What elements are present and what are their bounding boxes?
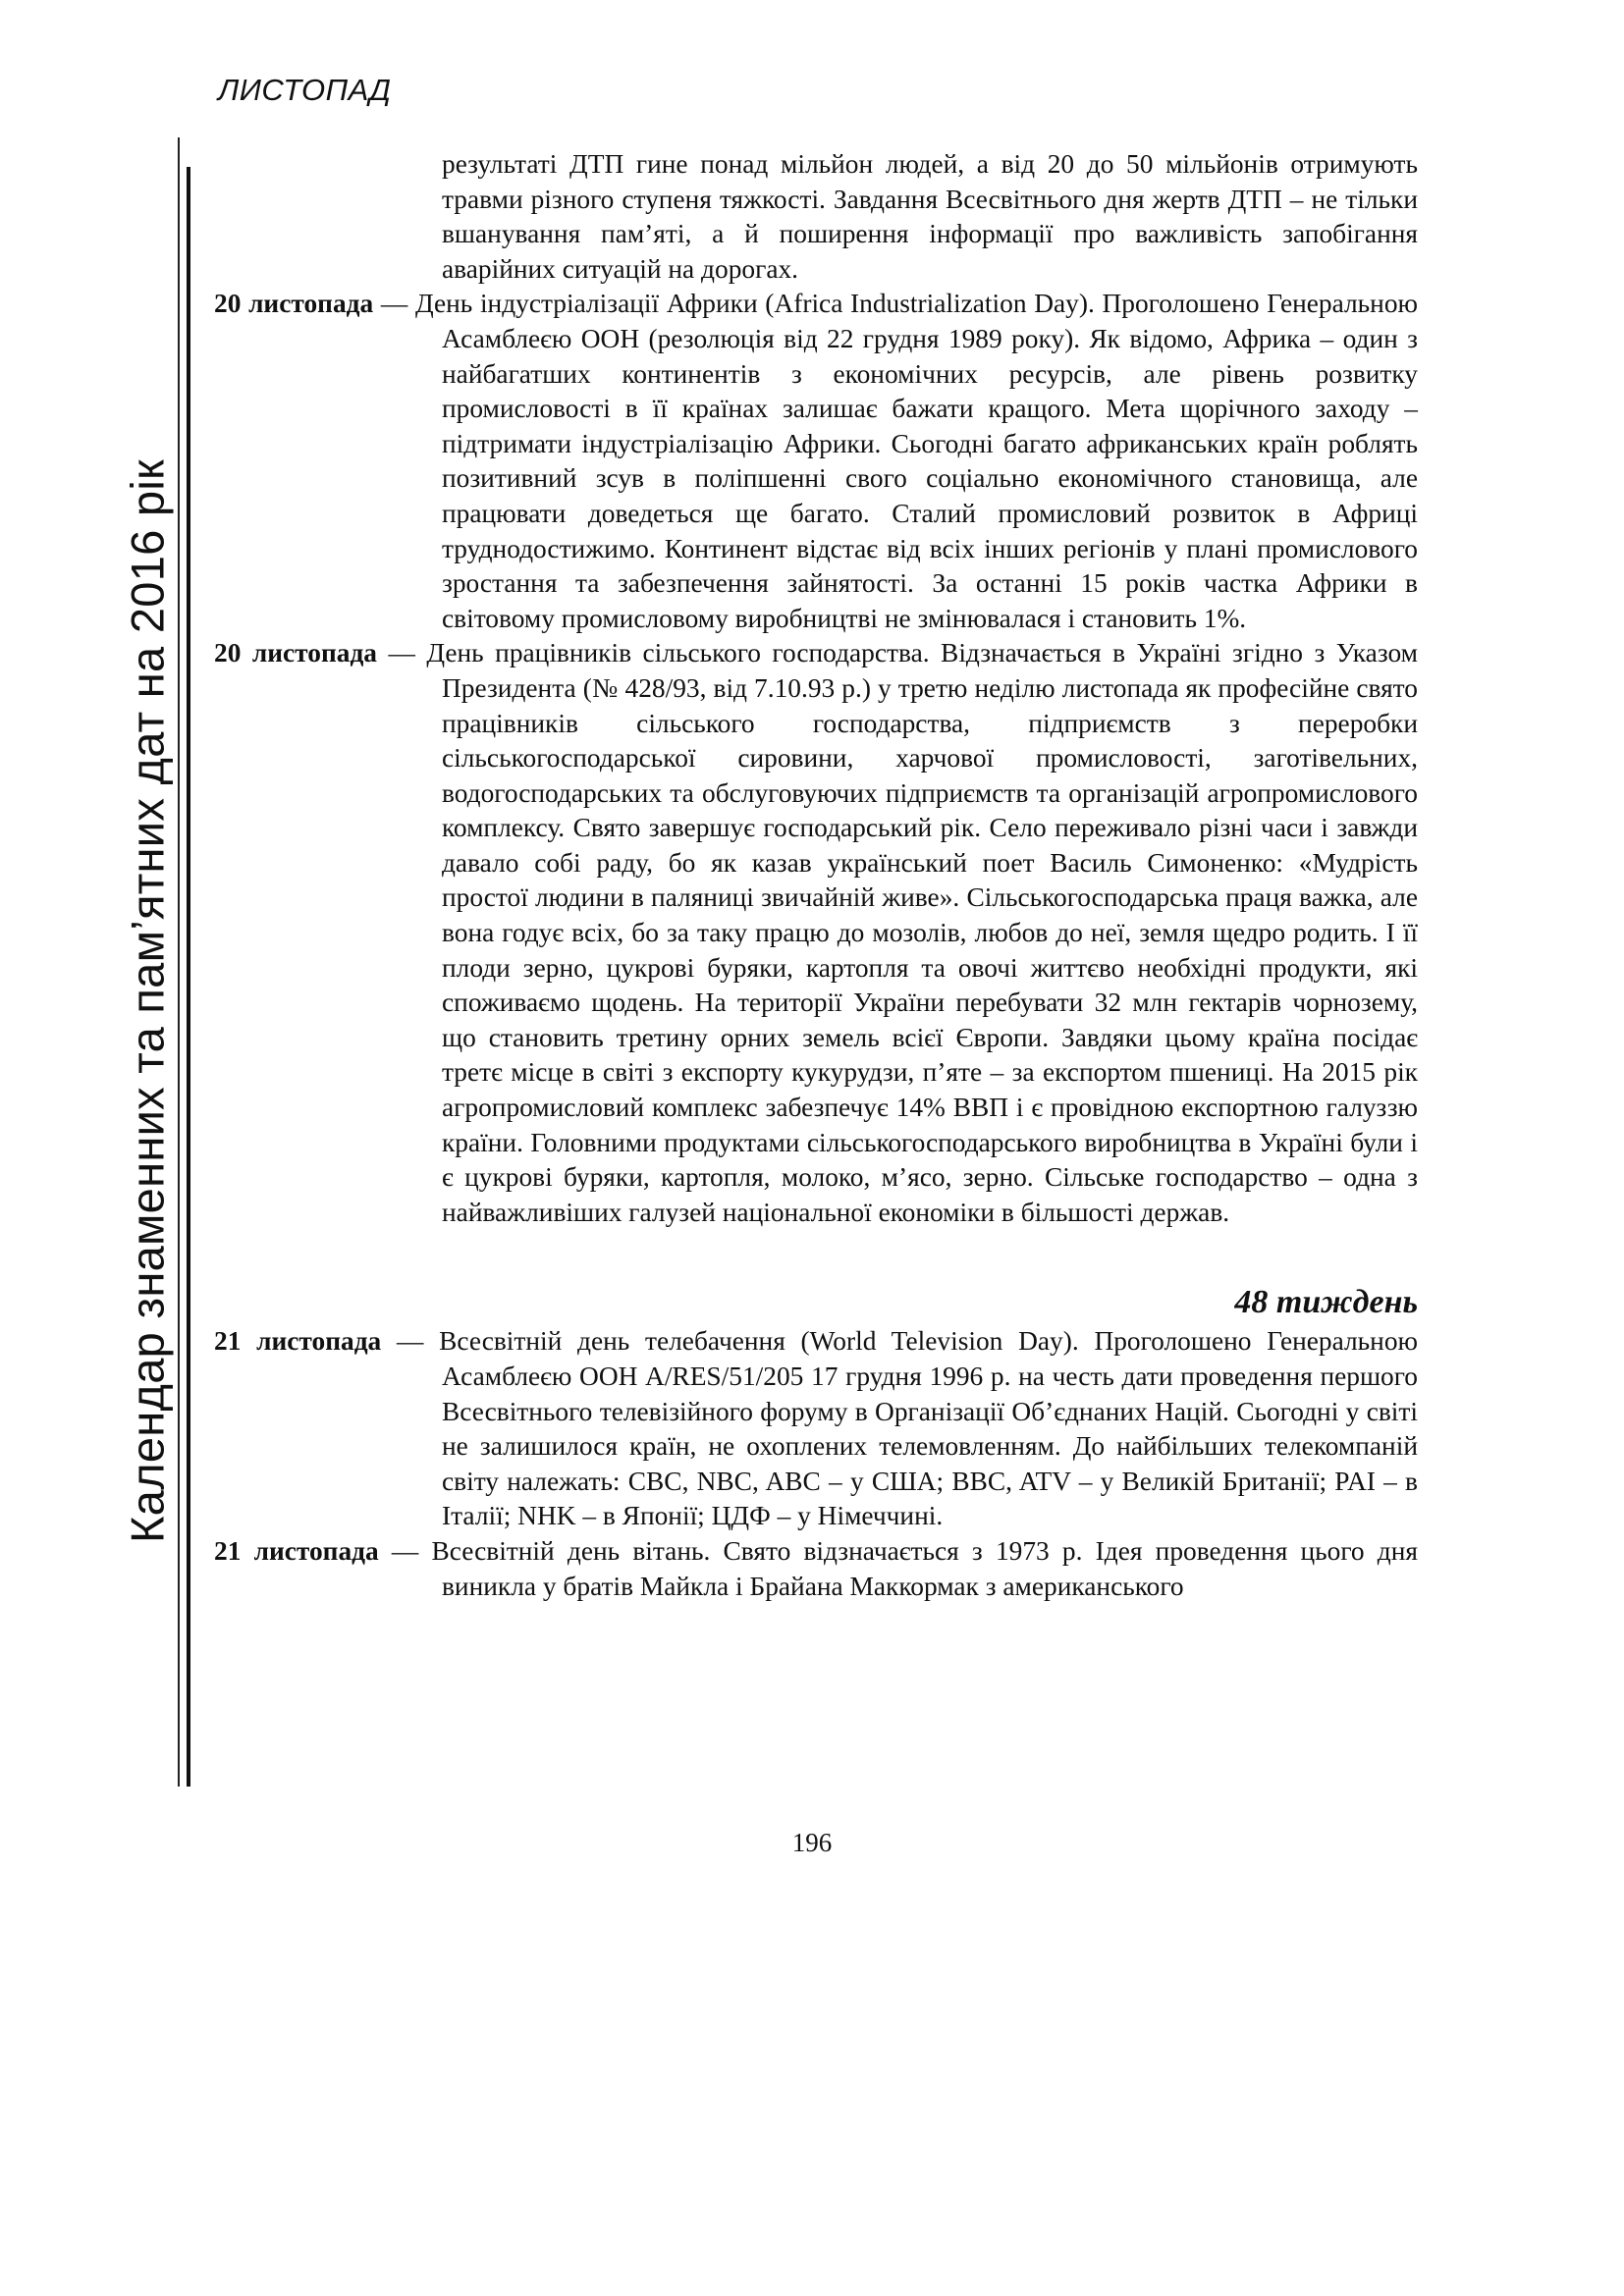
entry-agriculture-workers-day [214,636,1418,1230]
side-title: Календар знаменних та пам’ятних дат на 2016 рік [121,458,174,1544]
continuation-text: результаті ДТП гине понад мільйон людей, а від 20 до 50 мільйонів отримують травми різного ступеня тяжкості. Завдання Всесвітнього дня жертв ДТП – не тільки вшанування пам’яті, а й поширення інформації про важливість запобігання аварійних ситуацій на дорогах. [442,149,1418,284]
page-body [214,147,1418,1604]
margin-rule-thin [178,137,180,1787]
entry-text: — Всесвітній день телебачення (World Television Day). Проголошено Генеральною Асамблеєю ООН A/RES/51/205 17 грудня 1996 р. на честь дати проведення першого Всесвітнього телевізійного форуму в Організації Об’єднаних Націй. Сьогодні у світі не залишилося країн, не охоплених телемовленням. До найбільших телекомпаній світу належать: CBC, NBC, ABC – у США; BBC, ATV – у Великій Британії; PAI – в Італії; NHK – в Японії; ЦДФ – у Німеччині. [381,1326,1418,1531]
week-heading: 48 тиждень [1234,1284,1418,1321]
entry-world-television-day [214,1324,1418,1534]
running-head: ЛИСТОПАД [218,73,392,107]
entry-date: 21 листопада [214,1326,382,1357]
continuation-paragraph [214,147,1418,287]
entry-africa-industrialization-day [214,287,1418,636]
entry-text: — День індустріалізації Африки (Africa Industrialization Day). Проголошено Генеральною Асамблеєю ООН (резолюція від 22 грудня 1989 року). Як відомо, Африка – один з найбагатших континентів з економічних ресурсів, але рівень розвитку промисловості в її країнах залишає бажати кращого. Мета щорічного заходу – підтримати індустріалізацію Африки. Сьогодні багато африканських країн роблять позитивний зсув в поліпшенні свого соціально економічного становища, але працювати доведеться ще багато. Сталий промисловий розвиток в Африці труднодостижимо. Континент відстає від всіх інших регіонів у плані промислового зростання та забезпечення зайнятості. За останні 15 років частка Африки в світовому промисловому виробництві не змінювалася і становить 1%. [373,289,1418,633]
page-number: 196 [791,1828,833,1857]
margin-rule-thick [187,167,190,1787]
entry-text: — День працівників сільського господарства. Відзначається в Україні згідно з Указом Президента (№ 428/93, від 7.10.93 р.) у третю неділю листопада як професійне свято працівників сільського господарства, підприємств з переробки сільськогосподарської сировини, харчової промисловості, заготівельних, водогосподарських та обслуговуючих підприємств та організацій агропромислового комплексу. Свято завершує господарський рік. Село переживало різні часи і завжди давало собі раду, бо як казав український поет Василь Симоненко: «Мудрість простої людини в паляниці звичайній живе». Сільськогосподарська праця важка, але вона годує всіх, бо за таку працю до мозолів, любов до неї, земля щедро родить. І її плоди зерно, цукрові буряки, картопля та овочі життєво необхідні продукти, які споживаємо щодень. На території України перебувати 32 млн гектарів чорнозему, що становить третину орних земель всієї Європи. Завдяки цьому країна посідає третє місце в світі з експорту кукурудзи, п’яте – за експортом пшениці. На 2015 рік агропромисловий комплекс забезпечує 14% ВВП і є провідною експортною галуззю країни. Головними продуктами сільськогосподарського виробництва в Україні були і є цукрові буряки, картопля, молоко, м’ясо, зерно. Сільське господарство – одна з найважливіших галузей національної економіки в більшості держав. [377,638,1418,1227]
entry-text: — Всесвітній день вітань. Свято відзначається з 1973 р. Ідея проведення цього дня виникла у братів Майкла і Брайана Маккормак з американського [378,1535,1418,1601]
entry-date: 20 листопада [214,638,377,668]
entry-date: 21 листопада [214,1535,379,1566]
entry-date: 20 листопада [214,289,374,319]
entry-world-hello-day [214,1534,1418,1604]
